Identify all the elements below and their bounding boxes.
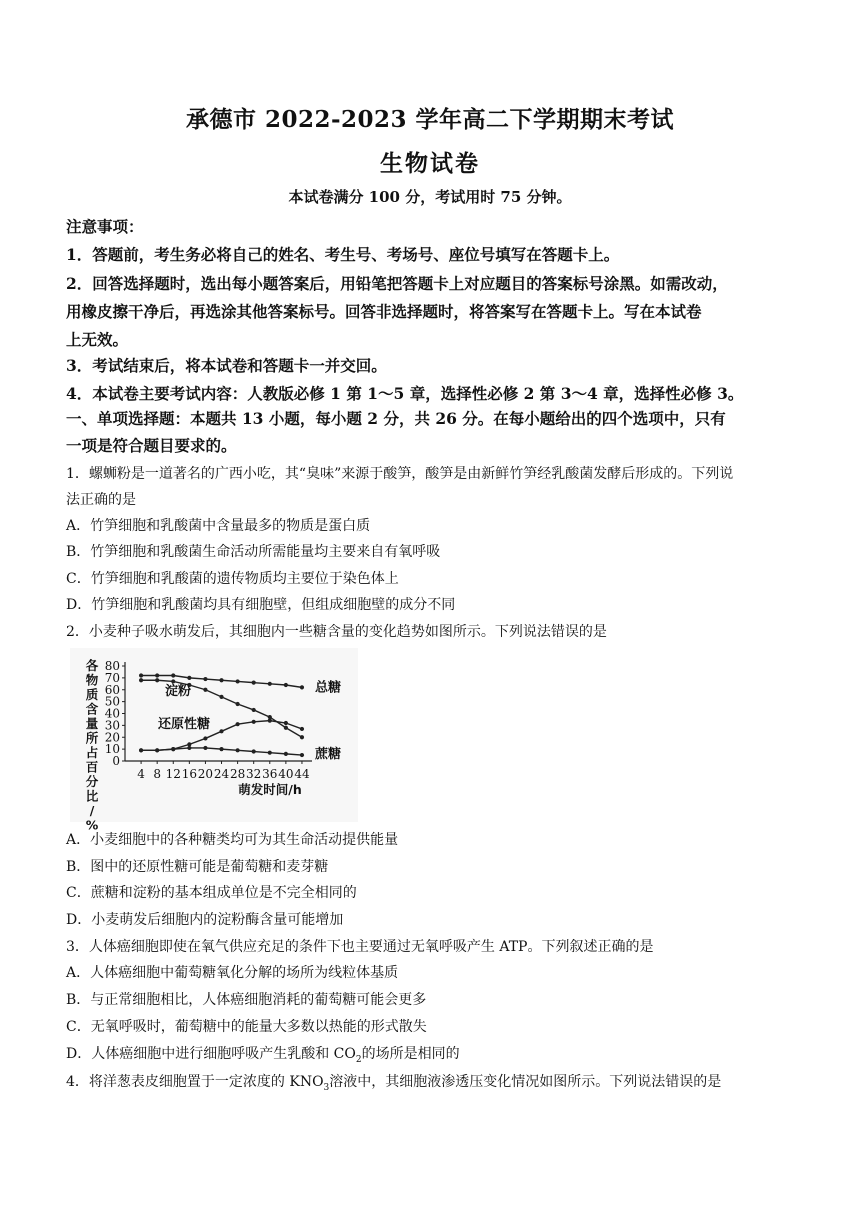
data-point	[300, 685, 304, 689]
data-point	[203, 736, 207, 740]
q4-stem-subscript: 3	[323, 1082, 330, 1093]
data-point	[219, 729, 223, 733]
q3-stem: 3．人体癌细胞即使在氧气供应充足的条件下也主要通过无氧呼吸产生 ATP。下列叙述正确的是	[66, 939, 654, 955]
data-point	[155, 673, 159, 677]
data-point	[171, 679, 175, 683]
x-tick-label: 8	[153, 767, 161, 781]
data-point	[252, 708, 256, 712]
data-point	[268, 682, 272, 686]
notice-item-3: 3．考试结束后，将本试卷和答题卡一并交回。	[66, 356, 387, 375]
q3-option-d-text: D．人体癌细胞中进行细胞呼吸产生乳酸和 CO	[66, 1046, 356, 1062]
q3-option-d-subscript: 2	[355, 1054, 362, 1065]
x-tick-label: 4	[137, 767, 145, 781]
y-axis-label-char: 物	[85, 672, 99, 688]
y-axis-label-char: 百	[85, 759, 99, 775]
y-axis-label-char: 质	[85, 687, 99, 702]
data-point	[300, 753, 304, 757]
y-axis-label-char: 比	[85, 788, 99, 804]
y-axis-label-char: 占	[85, 745, 99, 760]
q2-stem: 2．小麦种子吸水萌发后，其细胞内一些糖含量的变化趋势如图所示。下列说法错误的是	[66, 624, 607, 640]
x-tick-label: 24	[213, 767, 230, 781]
subject-title: 生物试卷	[380, 150, 480, 177]
data-point	[300, 735, 304, 739]
notice-heading: 注意事项：	[66, 217, 144, 236]
notice-item-2-cont: 用橡皮擦干净后，再选涂其他答案标号。回答非选择题时，将答案写在答题卡上。写在本试卷	[66, 302, 702, 321]
notice-item-4: 4．本试卷主要考试内容：人教版必修 1 第 1～5 章，选择性必修 2 第 3～4 章，选择性必修 3。	[66, 384, 744, 403]
q3-option-d	[66, 1043, 802, 1065]
y-axis-label-char: 含	[85, 701, 99, 717]
series-label: 淀粉	[165, 683, 192, 699]
y-axis-label-char: 各	[85, 658, 99, 673]
data-point	[252, 720, 256, 724]
data-point	[284, 721, 288, 725]
data-point	[139, 673, 143, 677]
data-point	[171, 747, 175, 751]
y-tick-label: 30	[104, 718, 120, 733]
data-point	[284, 726, 288, 730]
data-point	[236, 679, 240, 683]
notice-item-2-end: 上无效。	[66, 330, 129, 349]
notice-item-2: 2．回答选择题时，选出每小题答案后，用铅笔把答题卡上对应题目的答案标号涂黑。如需改动，	[66, 274, 728, 293]
x-tick-label: 40	[278, 767, 294, 781]
sugar-content-chart	[70, 648, 358, 833]
q1-stem: 1．螺蛳粉是一道著名的广西小吃，其“臭味”来源于酸笋，酸笋是由新鲜竹笋经乳酸菌发酵后形成的。下列说	[66, 466, 734, 482]
data-point	[236, 722, 240, 726]
data-point	[155, 748, 159, 752]
data-point	[236, 702, 240, 706]
data-point	[236, 748, 240, 752]
x-tick-label: 44	[294, 767, 310, 781]
data-point	[219, 678, 223, 682]
exam-info: 本试卷满分 100 分，考试用时 75 分钟。	[288, 188, 572, 206]
q2-option-c: C．蔗糖和淀粉的基本组成单位是不完全相同的	[66, 885, 357, 901]
q3-option-a: A．人体癌细胞中葡萄糖氧化分解的场所为线粒体基质	[66, 965, 399, 981]
data-point	[252, 749, 256, 753]
data-point	[187, 746, 191, 750]
q1-option-b: B．竹笋细胞和乳酸菌生命活动所需能量均主要来自有氧呼吸	[66, 544, 441, 560]
q2-option-a: A．小麦细胞中的各种糖类均可为其生命活动提供能量	[66, 832, 399, 848]
data-point	[268, 719, 272, 723]
exam-title: 承德市 2022-2023 学年高二下学期期末考试	[185, 106, 675, 133]
y-axis-label-char: 所	[85, 730, 99, 746]
q3-option-d-text-end: 的场所是相同的	[361, 1046, 460, 1062]
y-tick-label: 10	[104, 742, 120, 757]
data-point	[219, 695, 223, 699]
data-point	[203, 746, 207, 750]
data-point	[252, 681, 256, 685]
data-point	[139, 678, 143, 682]
series-label: 还原性糖	[158, 717, 211, 733]
x-tick-label: 16	[181, 767, 197, 781]
y-tick-label: 40	[104, 706, 120, 721]
q4-stem	[66, 1071, 802, 1093]
y-tick-label: 80	[104, 659, 120, 673]
data-point	[284, 683, 288, 687]
data-point	[268, 751, 272, 755]
x-tick-label: 28	[229, 767, 246, 781]
q4-stem-text-end: 溶液中，其细胞液渗透压变化情况如图所示。下列说法错误的是	[329, 1074, 722, 1090]
data-point	[203, 688, 207, 692]
data-point	[139, 748, 143, 752]
q1-option-d: D．竹笋细胞和乳酸菌均具有细胞壁，但组成细胞壁的成分不同	[66, 597, 456, 613]
y-tick-label: 50	[104, 694, 120, 709]
data-point	[187, 676, 191, 680]
x-axis-label: 萌发时间/h	[238, 782, 302, 797]
data-point	[155, 678, 159, 682]
series-label: 总糖	[315, 680, 342, 696]
section-heading: 一、单项选择题：本题共 13 小题，每小题 2 分，共 26 分。在每小题给出的四个选项中，只有	[66, 409, 726, 428]
data-point	[171, 673, 175, 677]
y-axis-label-char: %	[85, 817, 99, 833]
x-tick-label: 36	[262, 767, 278, 781]
x-tick-label: 32	[246, 767, 262, 781]
q1-option-c: C．竹笋细胞和乳酸菌的遗传物质均主要位于染色体上	[66, 571, 399, 587]
y-tick-label: 60	[104, 682, 120, 697]
y-tick-label: 20	[104, 730, 120, 745]
data-point	[219, 747, 223, 751]
y-axis-label-char: /	[89, 803, 95, 818]
series-label: 蔗糖	[315, 746, 342, 762]
data-point	[284, 752, 288, 756]
x-tick-label: 12	[165, 767, 181, 781]
q2-option-d: D．小麦萌发后细胞内的淀粉酶含量可能增加	[66, 912, 344, 928]
q1-option-a: A．竹笋细胞和乳酸菌中含量最多的物质是蛋白质	[66, 518, 371, 534]
section-heading-cont: 一项是符合题目要求的。	[66, 436, 237, 455]
y-tick-label: 0	[112, 754, 120, 768]
q4-stem-text: 4．将洋葱表皮细胞置于一定浓度的 KNO	[66, 1074, 324, 1090]
y-axis-label-char: 量	[85, 716, 99, 731]
data-point	[300, 727, 304, 731]
y-axis-label-char: 分	[85, 774, 99, 789]
q1-stem-cont: 法正确的是	[66, 492, 136, 508]
q3-option-c: C．无氧呼吸时，葡萄糖中的能量大多数以热能的形式散失	[66, 1019, 427, 1035]
notice-item-1: 1．答题前，考生务必将自己的姓名、考生号、考场号、座位号填写在答题卡上。	[66, 245, 620, 264]
data-point	[203, 677, 207, 681]
q2-option-b: B．图中的还原性糖可能是葡萄糖和麦芽糖	[66, 859, 329, 875]
x-tick-label: 20	[197, 767, 214, 781]
q3-option-b: B．与正常细胞相比，人体癌细胞消耗的葡萄糖可能会更多	[66, 992, 427, 1008]
y-tick-label: 70	[104, 670, 120, 685]
